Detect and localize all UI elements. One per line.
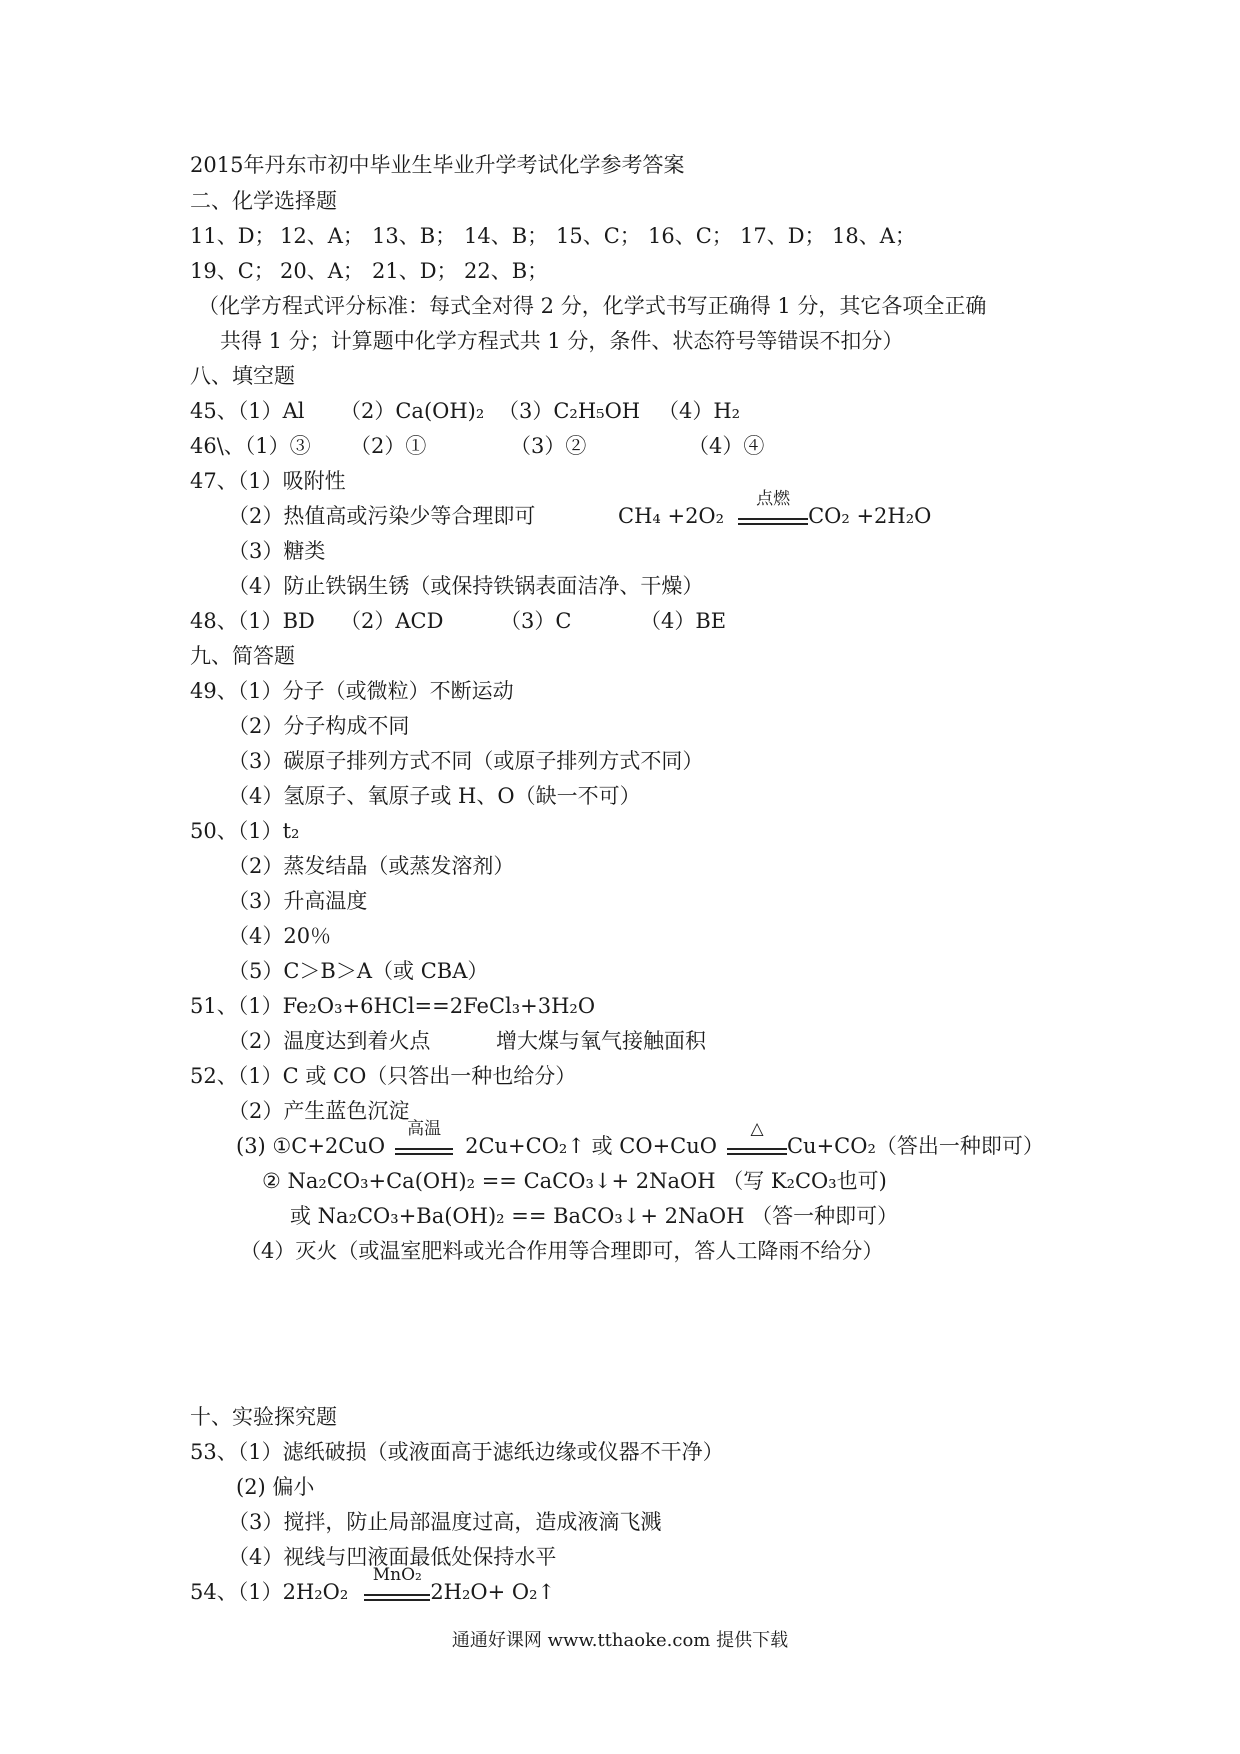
answer-item: 14、B；	[464, 224, 549, 248]
section-heading-choice: 二、化学选择题	[190, 189, 337, 213]
page-title: 2015年丹东市初中毕业生毕业升学考试化学参考答案	[190, 153, 685, 177]
answer-part: （2）ACD	[340, 609, 444, 633]
answer-part: （4）H₂	[658, 399, 741, 423]
answer-48	[190, 606, 726, 636]
answer-52-2: （2）产生蓝色沉淀	[228, 1099, 410, 1123]
answer-part: （2）①	[350, 434, 427, 458]
answer-47-1: 47、（1）吸附性	[190, 469, 346, 493]
answer-49-4: （4）氢原子、氧原子或 H、O（缺一不可）	[228, 784, 641, 808]
equation-left: CH₄ +2O₂	[618, 504, 725, 528]
answer-49-1: 49、（1）分子（或微粒）不断运动	[190, 679, 514, 703]
reaction-condition-arrow	[364, 1565, 430, 1607]
answer-51-1: 51、（1）Fe₂O₃+6HCl==2FeCl₃+3H₂O	[190, 994, 596, 1018]
answer-part: （2）热值高或污染少等合理即可	[228, 504, 536, 528]
answer-52-1: 52、（1）C 或 CO（只答出一种也给分）	[190, 1064, 577, 1088]
answer-item: 18、A；	[832, 224, 916, 248]
reaction-condition-arrow	[395, 1119, 453, 1161]
answer-item: 12、A；	[280, 224, 364, 248]
answer-item: 16、C；	[648, 224, 733, 248]
answer-47-3: （3）糖类	[228, 539, 326, 563]
answer-52-3-1	[236, 1119, 1044, 1161]
scoring-note-line-2: 共得 1 分；计算题中化学方程式共 1 分，条件、状态符号等错误不扣分）	[220, 329, 904, 353]
answer-part: 48、（1）BD	[190, 609, 315, 633]
answer-50-1: 50、（1）t₂	[190, 819, 300, 843]
answer-part: （3）C₂H₅OH	[498, 399, 641, 423]
answer-53-2: (2) 偏小	[236, 1475, 315, 1499]
answer-item: 15、C；	[556, 224, 641, 248]
answer-50-3: （3）升高温度	[228, 889, 368, 913]
answer-item: 19、C；	[190, 259, 275, 283]
answer-part: （4）④	[688, 434, 765, 458]
section-heading-experiment: 十、实验探究题	[190, 1405, 337, 1429]
answer-52-3-2: ② Na₂CO₃+Ca(OH)₂ == CaCO₃↓+ 2NaOH （写 K₂CO₃也可)	[262, 1169, 887, 1193]
equation-middle: 2Cu+CO₂↑ 或 CO+CuO	[465, 1134, 717, 1158]
answer-50-5: （5）C＞B＞A（或 CBA）	[228, 959, 489, 983]
answer-53-4: （4）视线与凹液面最低处保持水平	[228, 1545, 557, 1569]
answer-54-1	[190, 1565, 556, 1607]
answer-part: 增大煤与氧气接触面积	[496, 1029, 706, 1053]
condition-label: △	[750, 1119, 764, 1139]
answer-50-2: （2）蒸发结晶（或蒸发溶剂）	[228, 854, 515, 878]
choice-answers-row-1	[190, 221, 916, 251]
answer-part: （2）Ca(OH)₂	[340, 399, 485, 423]
condition-label: 点燃	[756, 489, 791, 509]
answer-item: 11、D；	[190, 224, 276, 248]
answer-item: 21、D；	[372, 259, 458, 283]
section-heading-short-answer: 九、简答题	[190, 644, 295, 668]
answer-52-3-3: 或 Na₂CO₃+Ba(OH)₂ == BaCO₃↓+ 2NaOH （答一种即可）	[290, 1204, 899, 1228]
answer-part: 46\、（1）③	[190, 434, 311, 458]
answer-49-2: （2）分子构成不同	[228, 714, 410, 738]
answer-part: （2）温度达到着火点	[228, 1029, 431, 1053]
answer-item: 20、A；	[280, 259, 364, 283]
section-heading-fill: 八、填空题	[190, 364, 295, 388]
answer-52-4: （4）灭火（或温室肥料或光合作用等合理即可，答人工降雨不给分）	[240, 1239, 884, 1263]
answer-part: 45、（1）Al	[190, 399, 305, 423]
answer-part: （4）BE	[640, 609, 727, 633]
condition-label: 高温	[407, 1119, 442, 1139]
answer-part: （3）C	[500, 609, 572, 633]
answer-item: 22、B；	[464, 259, 549, 283]
answer-item: 17、D；	[740, 224, 826, 248]
equation-left: (3) ①C+2CuO	[236, 1134, 386, 1158]
answer-part: （3）②	[510, 434, 587, 458]
download-credit-footer: 通通好课网 www.tthaoke.com 提供下载	[451, 1630, 789, 1651]
answer-47-2	[228, 489, 932, 531]
answer-53-3: （3）搅拌，防止局部温度过高，造成液滴飞溅	[228, 1510, 662, 1534]
reaction-condition-arrow	[727, 1119, 787, 1161]
answer-49-3: （3）碳原子排列方式不同（或原子排列方式不同）	[228, 749, 704, 773]
answer-50-4: （4）20％	[228, 924, 332, 948]
equation-left: 54、（1）2H₂O₂	[190, 1580, 349, 1604]
answer-45	[190, 396, 740, 426]
equation-right: Cu+CO₂（答出一种即可）	[786, 1134, 1044, 1158]
answer-46	[190, 431, 764, 461]
answer-51-2	[228, 1026, 706, 1056]
answer-item: 13、B；	[372, 224, 457, 248]
choice-answers-row-2	[190, 256, 548, 286]
equation-right: 2H₂O+ O₂↑	[430, 1580, 556, 1604]
answer-47-4: （4）防止铁锅生锈（或保持铁锅表面洁净、干燥）	[228, 574, 704, 598]
scoring-note-line-1: （化学方程式评分标准：每式全对得 2 分，化学式书写正确得 1 分，其它各项全正确	[198, 294, 987, 318]
reaction-condition-arrow	[738, 489, 808, 531]
condition-label: MnO₂	[372, 1565, 422, 1585]
answer-53-1: 53、（1）滤纸破损（或液面高于滤纸边缘或仪器不干净）	[190, 1440, 724, 1464]
equation-right: CO₂ +2H₂O	[808, 504, 932, 528]
